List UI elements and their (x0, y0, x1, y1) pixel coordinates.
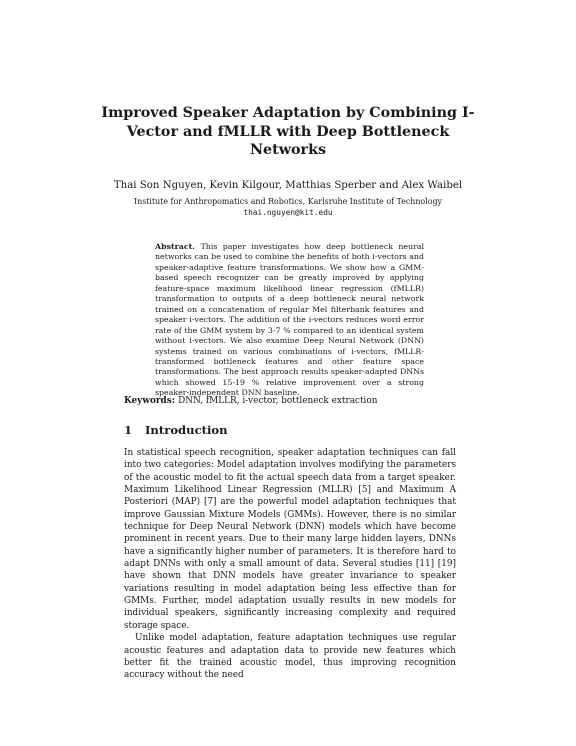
keywords-label: Keywords: (124, 396, 179, 406)
body-text (124, 447, 456, 682)
section-title: Introduction (145, 423, 228, 437)
affiliation: Institute for Anthropomatics and Robotics, Karlsruhe Institute of Technology (134, 197, 442, 206)
abstract (155, 242, 424, 399)
affiliation-block (60, 197, 516, 218)
paper-title: Improved Speaker Adaptation by Combining I-Vector and fMLLR with Deep Bottleneck Networks (101, 105, 475, 158)
abstract-text: This paper investigates how deep bottleneck neural networks can be used to combine the benefits of both i-vectors and speaker-adaptive feature transformations. We show how a GMM-based speech recognizer can be greatly improved by applying feature-space maximum likelihood linear regression (fMLLR) transformation to outputs of a deep bottleneck neural network trained on a concatenation of regular Mel filterbank features and speaker i-vectors. The addition of the i-vectors reduces word error rate of the GMM system by 3-7 % compared to an identical system without i-vectors. We also examine Deep Neural Network (DNN) systems trained on various combinations of i-vectors, fMLLR-transformed bottleneck features and other feature space transformations. The best approach results speaker-adapted DNNs which showed 15-19 % relative improvement over a strong speaker-independent DNN baseline. (155, 242, 425, 398)
section-number: 1 (124, 423, 133, 437)
author-email[interactable]: thai.nguyen@kit.edu (243, 207, 333, 217)
abstract-label: Abstract. (155, 242, 201, 251)
author-list: Thai Son Nguyen, Kevin Kilgour, Matthias Sperber and Alex Waibel (113, 180, 463, 191)
paragraph: Unlike model adaptation, feature adaptation techniques use regular acoustic features and adaptation data to provide new features which better fit the trained acoustic model, thus improving recognition accuracy without the need (124, 633, 456, 681)
section-heading (124, 423, 456, 437)
paragraph: In statistical speech recognition, speaker adaptation techniques can fall into two categories: Model adaptation involves modifying the parameters of the acoustic model to fit the actual speech data from a target speaker. Maximum Likelihood Linear Regression (MLLR) [5] and Maximum A Posteriori (MAP) [7] are the powerful model adaptation techniques that improve Gaussian Mixture Models (GMMs). However, there is no similar technique for Deep Neural Network (DNN) models which have become prominent in recent years. Due to their many large hidden layers, DNNs have a significantly higher number of parameters. It is therefore hard to adapt DNNs with only a small amount of data. Several studies [11] [19] have shown that DNN models have greater invariance to speaker variations resulting in model adaptation being less effective than for GMMs. Further, model adaptation usually results in new models for individual speakers, significantly increasing complexity and required storage space. (124, 448, 456, 631)
keywords-text: DNN, fMLLR, i-vector, bottleneck extraction (178, 396, 378, 406)
keywords (124, 395, 456, 407)
